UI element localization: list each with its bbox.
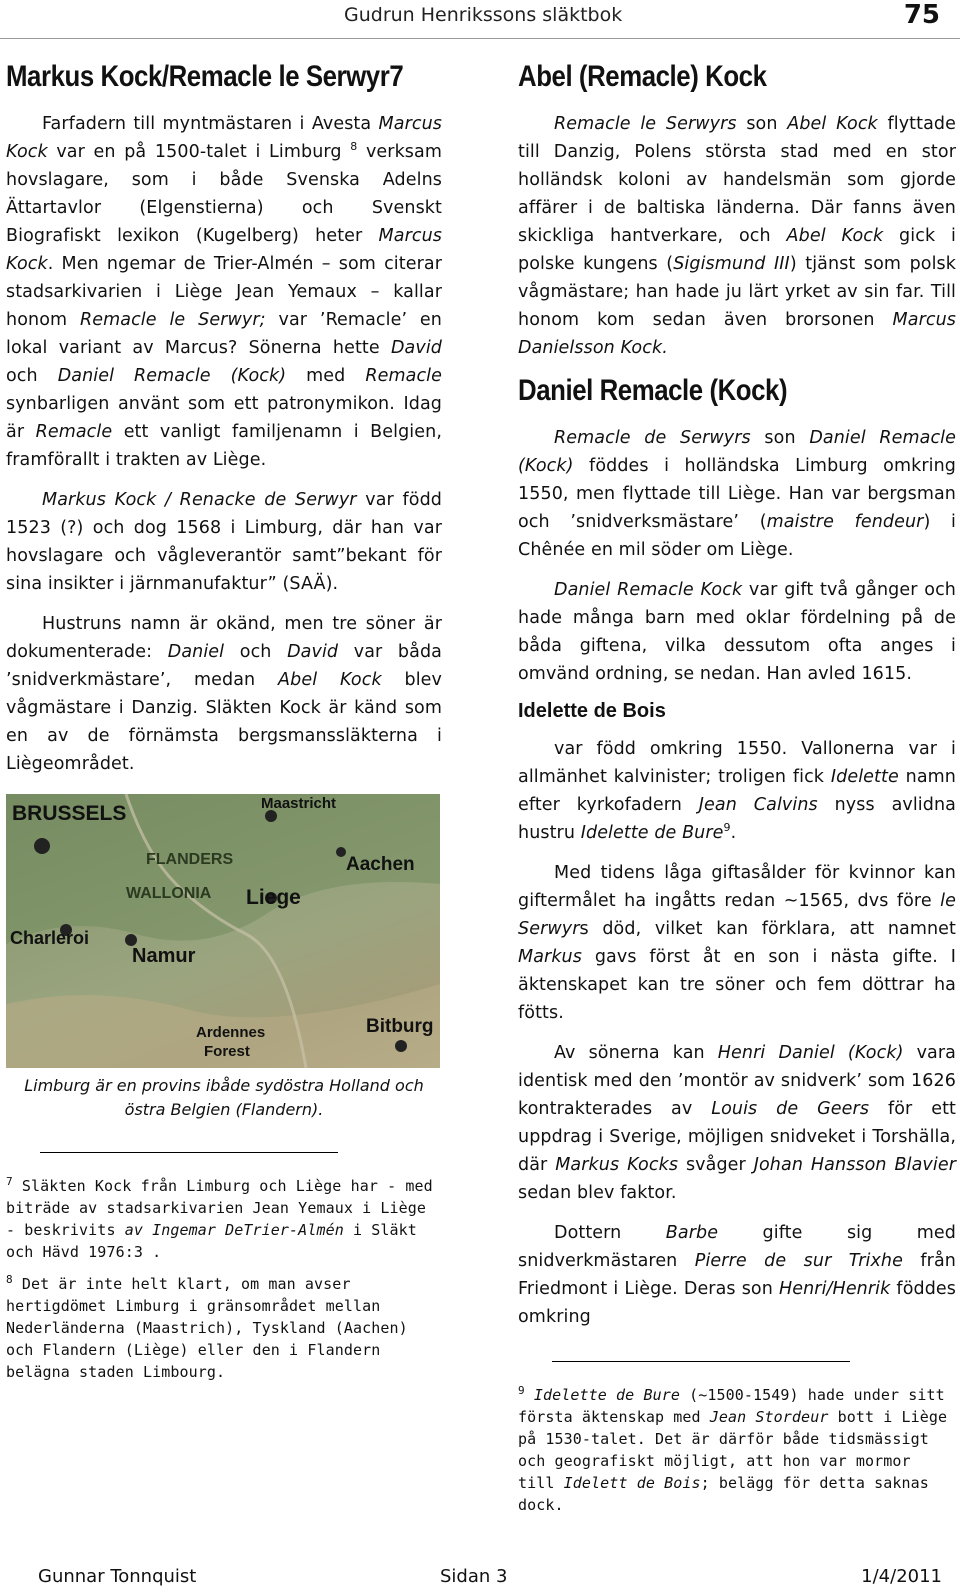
text-run: namn efter kyrkofadern xyxy=(518,767,956,815)
map-label: Forest xyxy=(204,1043,250,1060)
footnote-9 xyxy=(518,1384,956,1516)
text-run: Remacle xyxy=(365,366,442,386)
text-run: Idelett de Bois xyxy=(563,1474,701,1492)
text-run: Dottern xyxy=(554,1223,666,1243)
footer-author: Gunnar Tonnquist xyxy=(38,1566,197,1587)
section-heading-markus-kock: Markus Kock/Remacle le Serwyr7 xyxy=(6,60,404,93)
footer-page: Sidan 3 xyxy=(440,1566,508,1587)
text-run: verksam hovslagare, som i både Svenska Adelns Ättartavlor (Elgenstierna) och Svenskt Biografiskt lexikon (Kugelberg) heter xyxy=(6,142,442,246)
footnote-marker: 9 xyxy=(518,1384,525,1397)
text-run: föddes omkring xyxy=(518,1279,956,1327)
left-column xyxy=(6,60,442,1393)
right-column xyxy=(518,60,956,1526)
text-run: David xyxy=(390,338,442,358)
text-run: Johan Hansson Blavier xyxy=(753,1155,956,1175)
map-caption-line: östra Belgien (Flandern). xyxy=(124,1100,324,1119)
text-run: synbarligen använt som ett patronymikon. Idag är xyxy=(6,394,442,442)
map-label: Maastricht xyxy=(261,795,337,812)
map-label: Charleroi xyxy=(10,928,90,948)
header-divider xyxy=(0,38,960,39)
text-run: i Släkt och Hävd 1976:3 . xyxy=(6,1221,417,1261)
footnote-marker: 8 xyxy=(6,1273,13,1286)
text-run: föddes i holländska Limburg omkring 1550, men flyttade till Liège. Han var bergsman och ’snidverksmästare’ ( xyxy=(518,456,956,532)
text-run: av Ingemar DeTrier-Almén xyxy=(124,1221,344,1239)
text-run: Henri/Henrik xyxy=(778,1279,891,1299)
text-run: flyttade till Danzig, Polens största stad med en stor holländsk koloni av handelsmän som gjorde affärer i de baltiska länderna. Där fanns även skickliga hantverkare, och xyxy=(518,114,956,246)
map-label: WALLONIA xyxy=(126,885,212,902)
map-label: BRUSSELS xyxy=(12,802,127,825)
text-run: för ett uppdrag i Sverige, möjligen snidveket i Torshälla, där xyxy=(518,1099,956,1175)
map-caption-line: Limburg är en provins ibåde sydöstra Holland och xyxy=(24,1076,424,1095)
text-run: Jean Calvins xyxy=(698,795,818,815)
page-number: 75 xyxy=(903,0,940,30)
footnote-marker: 8 xyxy=(350,140,358,154)
footnote-marker: 7 xyxy=(6,1175,13,1188)
text-run: Abel Kock xyxy=(278,670,382,690)
map-label: Ardennes xyxy=(196,1024,266,1041)
footnote-divider xyxy=(40,1152,338,1153)
text-run: Remacle le Serwyrs xyxy=(554,114,737,134)
text-run: Det är inte helt klart, om man avser hertigdömet Limburg i gränsområdet mellan Nederländerna (Maastrich), Tyskland (Aachen) och Flandern (Liège) eller den i Flandern belägna staden Limbourg. xyxy=(6,1275,408,1381)
text-run: Idelette de Bure xyxy=(533,1386,680,1404)
text-run: Henri Daniel (Kock) xyxy=(717,1043,904,1063)
text-run: och xyxy=(6,366,58,386)
text-run: Marcus Danielsson Kock. xyxy=(518,310,956,358)
text-run: . Men ngemar de Trier-Almén – som citerar stadsarkivarien i Liège Jean Yemaux – kallar honom xyxy=(6,254,442,330)
text-run: son xyxy=(736,114,788,134)
footnote-7 xyxy=(6,1175,442,1263)
text-run: vara identisk med den ’montör av snidverk’ som 1626 kontrakterades av xyxy=(518,1043,956,1119)
text-run: svåger xyxy=(678,1155,754,1175)
map-label: Aachen xyxy=(346,854,415,875)
map-caption xyxy=(6,1074,442,1122)
text-run: från Friedmont i Liège. Deras son xyxy=(518,1251,956,1299)
text-run: Marcus Kock xyxy=(6,226,442,274)
map-label: Liege xyxy=(246,886,301,909)
text-run: gifte sig med snidverkmästaren xyxy=(518,1223,956,1271)
map-label: FLANDERS xyxy=(146,851,234,868)
text-run: nyss avlidna hustru xyxy=(518,795,956,843)
text-run: Hustruns namn är okänd, men tre söner är dokumenterade: xyxy=(6,614,442,662)
text-run: blev vågmästare i Danzig. Släkten Kock är känd som en av de förnämsta bergsmanssläkterna i Liègeområdet. xyxy=(6,670,442,774)
text-run: Markus xyxy=(518,947,582,967)
text-run: Farfadern till myntmästaren i Avesta xyxy=(42,114,379,134)
text-run: Pierre de sur Trixhe xyxy=(694,1251,903,1271)
text-run: Remacle xyxy=(35,422,113,442)
region-map-image xyxy=(6,794,440,1068)
section-heading-idelette: Idelette de Bois xyxy=(518,700,666,722)
text-run: Markus Kock / Renacke de Serwyr xyxy=(42,490,357,510)
text-run: Remacle de Serwyrs xyxy=(554,428,751,448)
text-run: Släkten Kock från Limburg och Liège har - med biträde av stadsarkivarien Jean Yemaux i Liège - beskrivits xyxy=(6,1177,433,1239)
text-run: var gift två gånger och hade många barn med oklar fördelning på de båda giftena, vilka dessutom ofta anges i omvänd ordning, se nedan. Han avled 1615. xyxy=(518,580,956,684)
text-run: Markus Kocks xyxy=(555,1155,679,1175)
section-heading-abel-kock: Abel (Remacle) Kock xyxy=(518,60,767,93)
map-label: Bitburg xyxy=(366,1016,434,1037)
text-run: Daniel Remacle (Kock) xyxy=(518,428,956,476)
text-run: . xyxy=(730,823,737,843)
text-run: var båda ’snidverkmästare’, medan xyxy=(6,642,442,690)
text-run: ett vanligt familjenamn i Belgien, framförallt i trakten av Liège. xyxy=(6,422,442,470)
text-run: ) i Chênée en mil söder om Liège. xyxy=(518,512,956,560)
paragraph xyxy=(518,576,956,688)
footer-date: 1/4/2011 xyxy=(861,1566,942,1587)
paragraph xyxy=(6,610,442,778)
text-run: var född 1523 (?) och dog 1568 i Limburg, där han var hovslagare och vågleverantör samt”bekant för sina insikter i järnmanufaktur” (SAÄ). xyxy=(6,490,442,594)
text-run: Barbe xyxy=(665,1223,719,1243)
text-run: gavs först åt en son i nästa gifte. I äktenskapet kan tre söner och fem döttrar ha fötts. xyxy=(518,947,956,1023)
text-run: ) tjänst som polsk vågmästare; han hade ju lärt yrket av sin far. Till honom kom sedan även brorsonen xyxy=(518,254,957,330)
text-run: Abel Kock xyxy=(786,226,884,246)
paragraph xyxy=(518,1219,956,1331)
text-run: sedan blev faktor. xyxy=(518,1183,677,1203)
text-run: Louis de Geers xyxy=(711,1099,870,1119)
text-run: Remacle le Serwyr; xyxy=(79,310,266,330)
text-run: var född omkring 1550. Vallonerna var i allmänhet kalvinister; troligen fick xyxy=(518,739,956,787)
text-run: Av sönerna kan xyxy=(554,1043,718,1063)
text-run: med xyxy=(286,366,366,386)
text-run: s död, vilket kan förklara, att namnet xyxy=(579,919,956,939)
text-run: Abel Kock xyxy=(787,114,878,134)
text-run: gick i polske kungens ( xyxy=(518,226,956,274)
text-run: och xyxy=(224,642,288,662)
text-run: Sigismund III xyxy=(673,254,790,274)
footnote-8 xyxy=(6,1273,442,1383)
paragraph xyxy=(518,110,956,362)
text-run: (~1500-1549) hade under sitt första äktenskap med xyxy=(518,1386,945,1426)
text-run: Idelette de Bure xyxy=(580,823,724,843)
paragraph xyxy=(518,424,956,564)
paragraph xyxy=(6,110,442,474)
text-run: Med tidens låga giftasålder för kvinnor kan giftermålet ha ingåtts redan ~1565, dvs före xyxy=(518,863,956,911)
text-run: David xyxy=(287,642,339,662)
map-label: Namur xyxy=(132,945,196,967)
text-run: Daniel xyxy=(167,642,225,662)
text-run: var ’Remacle’ en lokal variant av Marcus? Sönerna hette xyxy=(6,310,442,358)
text-run: Daniel Remacle Kock xyxy=(554,580,743,600)
text-run: ; belägg för detta saknas dock. xyxy=(518,1474,929,1514)
text-run: maistre fendeur xyxy=(766,512,924,532)
map-graphic xyxy=(6,794,440,1068)
book-title: Gudrun Henrikssons släktbok xyxy=(344,4,623,26)
text-run: Idelette xyxy=(830,767,899,787)
paragraph xyxy=(518,1039,956,1207)
text-run: Marcus Kock xyxy=(6,114,442,162)
paragraph xyxy=(6,486,442,598)
text-run: le Serwyr xyxy=(518,891,956,939)
text-run: bott i Liège på 1530-talet. Det är därför både tidsmässigt och geografiskt möjligt, att hon var mormor till xyxy=(518,1408,948,1492)
section-heading-daniel-remacle: Daniel Remacle (Kock) xyxy=(518,374,788,407)
text-run: Daniel Remacle (Kock) xyxy=(57,366,287,386)
text-run xyxy=(525,1386,534,1404)
text-run: son xyxy=(750,428,810,448)
footnote-marker: 9 xyxy=(723,821,731,835)
paragraph xyxy=(518,859,956,1027)
text-run: Jean Stordeur xyxy=(709,1408,829,1426)
text-run: var en på 1500-talet i Limburg xyxy=(47,142,351,162)
paragraph xyxy=(518,735,956,847)
footnote-divider xyxy=(552,1361,850,1362)
